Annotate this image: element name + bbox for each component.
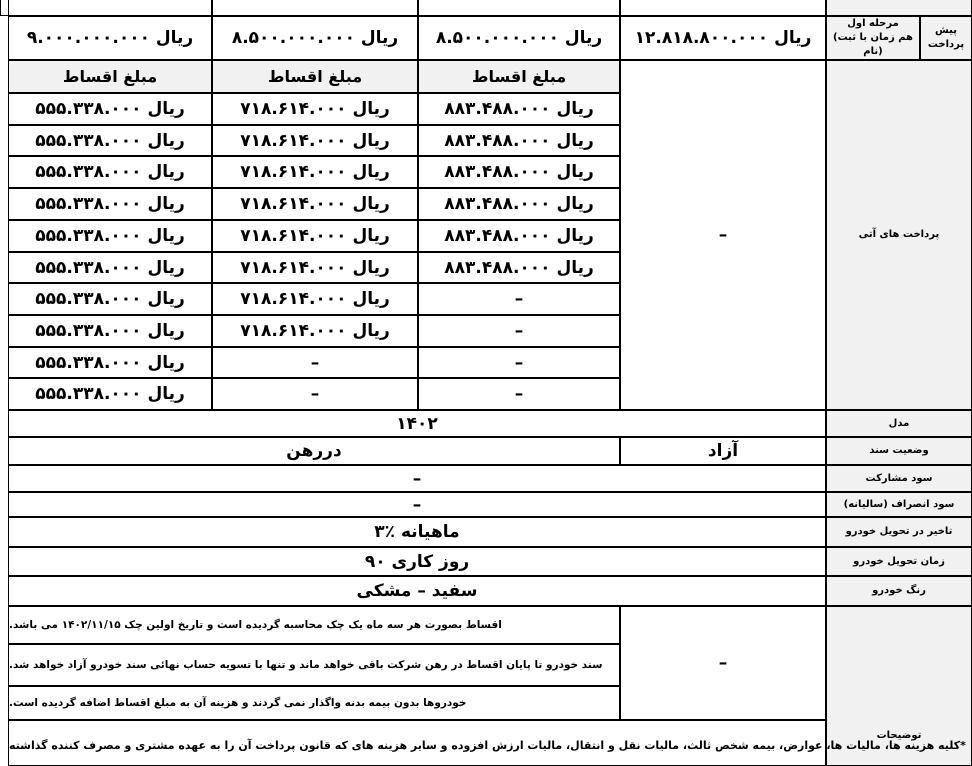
document-status-label: وضعیت سند: [826, 437, 972, 465]
installment-cell: ۵۵۵.۳۳۸.۰۰۰ ریال: [8, 315, 212, 347]
document-status-cash: آزاد: [620, 437, 826, 465]
cancellation-profit-value: –: [8, 492, 826, 517]
installment-cell: ۷۱۸.۶۱۴.۰۰۰ ریال: [212, 252, 418, 283]
delivery-delay-value: ۳٪ ماهیانه: [8, 517, 826, 547]
installment-header-col3: مبلغ اقساط: [8, 60, 212, 93]
header-cell-3: [212, 0, 418, 16]
note-item-2: سند خودرو تا پایان اقساط در رهن شرکت باقی خواهد ماند و تنها با تسویه حساب نهائی سند خودرو آزاد خواهد شد.: [8, 644, 620, 686]
installment-cell: ۷۱۸.۶۱۴.۰۰۰ ریال: [212, 156, 418, 188]
installment-cell: ۷۱۸.۶۱۴.۰۰۰ ریال: [212, 283, 418, 315]
future-payments-label: پرداخت های آتی: [826, 60, 972, 410]
installment-cell: ۸۸۳.۴۸۸.۰۰۰ ریال: [418, 125, 620, 156]
notes-cash-value: –: [620, 606, 826, 720]
installment-cell: –: [212, 378, 418, 410]
installment-header-col1: مبلغ اقساط: [418, 60, 620, 93]
future-payments-cash-plan: –: [620, 60, 826, 410]
delivery-time-label: زمان تحویل خودرو: [826, 547, 972, 576]
header-cell-1: [620, 0, 826, 16]
installment-cell: ۸۸۳.۴۸۸.۰۰۰ ریال: [418, 93, 620, 125]
cancellation-profit-label: سود انصراف (سالیانه): [826, 492, 972, 517]
car-color-label: رنگ خودرو: [826, 576, 972, 606]
header-cell-4: [8, 0, 212, 16]
installment-cell: –: [418, 315, 620, 347]
installment-cell: –: [418, 283, 620, 315]
installment-cell: –: [418, 378, 620, 410]
installment-cell: ۸۸۳.۴۸۸.۰۰۰ ریال: [418, 188, 620, 220]
partnership-profit-label: سود مشارکت: [826, 465, 972, 492]
prepayment-amount-3: ۸.۵۰۰.۰۰۰.۰۰۰ ریال: [212, 16, 418, 60]
installment-cell: ۸۸۳.۴۸۸.۰۰۰ ریال: [418, 156, 620, 188]
installment-cell: ۷۱۸.۶۱۴.۰۰۰ ریال: [212, 315, 418, 347]
prepayment-stage-label: [826, 16, 920, 60]
installment-cell: ۷۱۸.۶۱۴.۰۰۰ ریال: [212, 220, 418, 252]
installment-header-col2: مبلغ اقساط: [212, 60, 418, 93]
installment-cell: ۷۱۸.۶۱۴.۰۰۰ ریال: [212, 93, 418, 125]
installment-cell: ۵۵۵.۳۳۸.۰۰۰ ریال: [8, 347, 212, 378]
installment-cell: ۷۱۸.۶۱۴.۰۰۰ ریال: [212, 188, 418, 220]
installment-cell: ۵۵۵.۳۳۸.۰۰۰ ریال: [8, 188, 212, 220]
installment-cell: ۷۱۸.۶۱۴.۰۰۰ ریال: [212, 125, 418, 156]
note-item-3: خودروها بدون بیمه بدنه واگذار نمی گردند و هزینه آن به مبلغ اقساط اضافه گردیده است.: [8, 686, 620, 720]
installment-cell: –: [418, 347, 620, 378]
installment-cell: ۵۵۵.۳۳۸.۰۰۰ ریال: [8, 125, 212, 156]
installment-cell: ۵۵۵.۳۳۸.۰۰۰ ریال: [8, 93, 212, 125]
installment-cell: ۵۵۵.۳۳۸.۰۰۰ ریال: [8, 156, 212, 188]
note-item-1: اقساط بصورت هر سه ماه یک چک محاسبه گردیده است و تاریخ اولین چک ۱۴۰۲/۱۱/۱۵ می باشد.: [8, 606, 620, 644]
installment-cell: ۵۵۵.۳۳۸.۰۰۰ ریال: [8, 378, 212, 410]
installment-cell: ۵۵۵.۳۳۸.۰۰۰ ریال: [8, 283, 212, 315]
delivery-time-value: ۹۰ روز کاری: [8, 547, 826, 576]
installment-cell: ۵۵۵.۳۳۸.۰۰۰ ریال: [8, 220, 212, 252]
notes-label: توضیحات: [826, 606, 972, 766]
header-cell-2: [418, 0, 620, 16]
prepayment-label: پیش پرداخت: [920, 16, 972, 60]
document-status-installment: دررهن: [8, 437, 620, 465]
partnership-profit-value: –: [8, 465, 826, 492]
delivery-delay-label: تاخیر در تحویل خودرو: [826, 517, 972, 547]
stage-label-line1: مرحله اول: [847, 18, 899, 29]
prepayment-amount-4: ۹.۰۰۰.۰۰۰.۰۰۰ ریال: [8, 16, 212, 60]
installment-cell: ۸۸۳.۴۸۸.۰۰۰ ریال: [418, 252, 620, 283]
model-label: مدل: [826, 410, 972, 437]
model-value: ۱۴۰۲: [8, 410, 826, 437]
installment-cell: –: [212, 347, 418, 378]
notes-footer-text: *کلیه هزینه ها، مالیات ها، عوارض، بیمه شخص ثالث، مالیات نقل و انتقال، مالیات ارزش افزوده و سایر هزینه های که قانون پرداخت آن را به عهده مشتری و مصرف کننده گذاشته: [9, 739, 966, 752]
installment-cell: ۸۸۳.۴۸۸.۰۰۰ ریال: [418, 220, 620, 252]
stage-label-line2: (هم زمان با ثبت نام): [833, 32, 913, 57]
prepayment-amount-2: ۸.۵۰۰.۰۰۰.۰۰۰ ریال: [418, 16, 620, 60]
header-cell-label: [826, 0, 972, 16]
prepayment-amount-1: ۱۲.۸۱۸.۸۰۰.۰۰۰ ریال: [620, 16, 826, 60]
car-color-value: سفید – مشکی: [8, 576, 826, 606]
installment-cell: ۵۵۵.۳۳۸.۰۰۰ ریال: [8, 252, 212, 283]
